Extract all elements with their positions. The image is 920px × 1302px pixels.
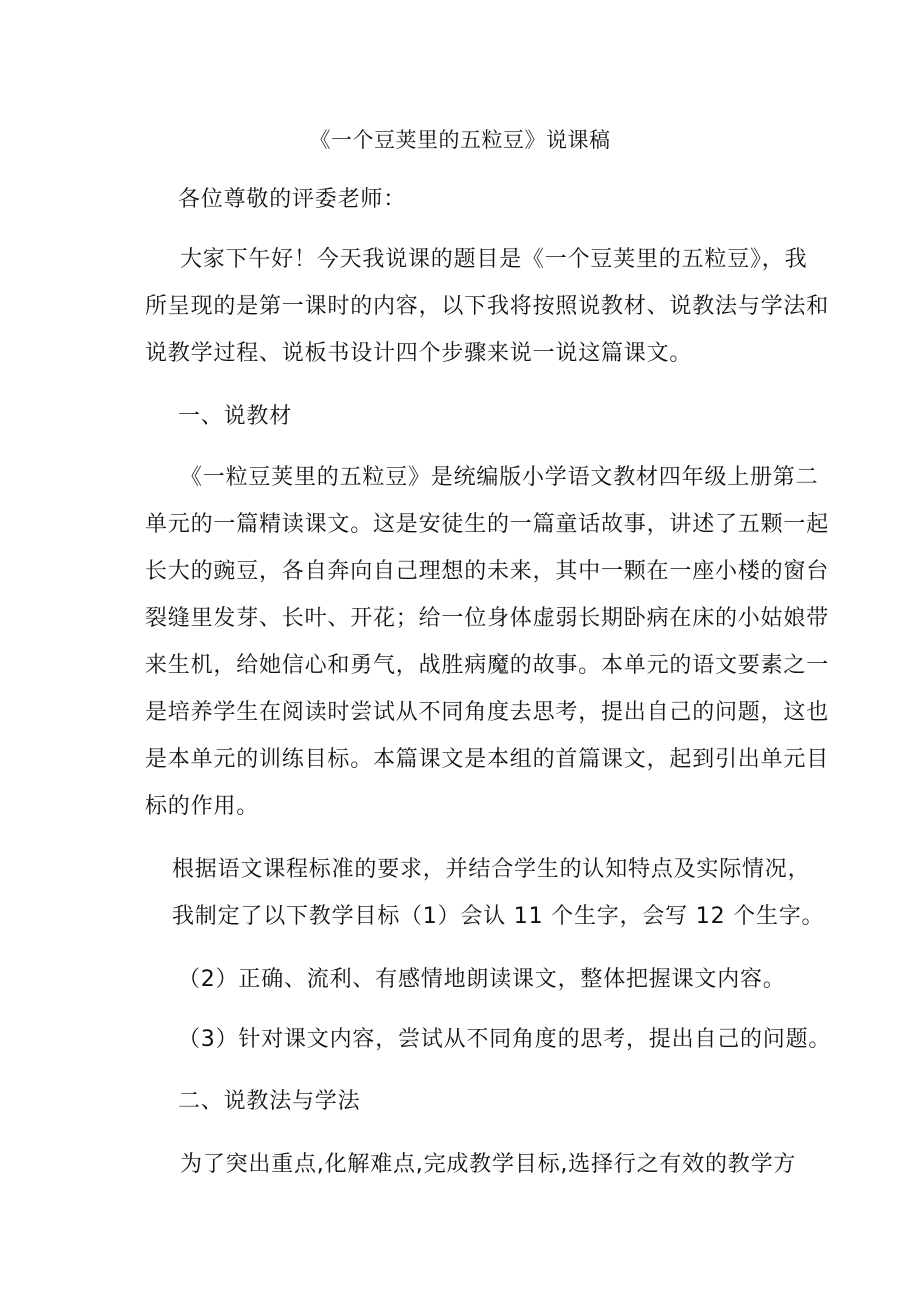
intro-line-1: 大家下午好！今天我说课的题目是《一个豆荚里的五粒豆》，我 bbox=[180, 247, 808, 272]
intro-line-3: 说教学过程、说板书设计四个步骤来说一说这篇课文。 bbox=[145, 341, 693, 366]
goals-intro-line-2: 我制定了以下教学目标（1）会认 11 个生字，会写 12 个生字。 bbox=[172, 904, 825, 929]
document-title: 《一个豆荚里的五粒豆》说课稿 bbox=[309, 128, 611, 152]
section1-line-4: 裂缝里发芽、长叶、开花；给一位身体虚弱长期卧病在床的小姑娘带 bbox=[145, 606, 830, 631]
goal-2: （2）正确、流利、有感情地朗读课文，整体把握课文内容。 bbox=[178, 967, 786, 992]
section1-line-5: 来生机，给她信心和勇气，战胜病魔的故事。本单元的语文要素之一 bbox=[145, 653, 830, 678]
greeting: 各位尊敬的评委老师： bbox=[178, 187, 407, 212]
goals-intro-line-1: 根据语文课程标准的要求，并结合学生的认知特点及实际情况， bbox=[172, 857, 811, 882]
intro-line-2: 所呈现的是第一课时的内容，以下我将按照说教材、说教法与学法和 bbox=[145, 294, 830, 319]
section1-line-6: 是培养学生在阅读时尝试从不同角度去思考，提出自己的问题，这也 bbox=[145, 700, 830, 725]
section2-line-1: 为了突出重点,化解难点,完成教学目标,选择行之有效的教学方 bbox=[180, 1152, 797, 1177]
goal-3: （3）针对课文内容，尝试从不同角度的思考，提出自己的问题。 bbox=[178, 1027, 832, 1052]
section1-line-2: 单元的一篇精读课文。这是安徒生的一篇童话故事，讲述了五颗一起 bbox=[145, 512, 830, 537]
section1-heading: 一、说教材 bbox=[178, 404, 293, 429]
section1-line-8: 标的作用。 bbox=[145, 794, 260, 819]
section1-line-7: 是本单元的训练目标。本篇课文是本组的首篇课文，起到引出单元目 bbox=[145, 747, 830, 772]
section1-line-1: 《一粒豆荚里的五粒豆》是统编版小学语文教材四年级上册第二 bbox=[180, 465, 819, 490]
section1-line-3: 长大的豌豆，各自奔向自己理想的未来，其中一颗在一座小楼的窗台 bbox=[145, 559, 830, 584]
section2-heading: 二、说教法与学法 bbox=[178, 1089, 361, 1114]
